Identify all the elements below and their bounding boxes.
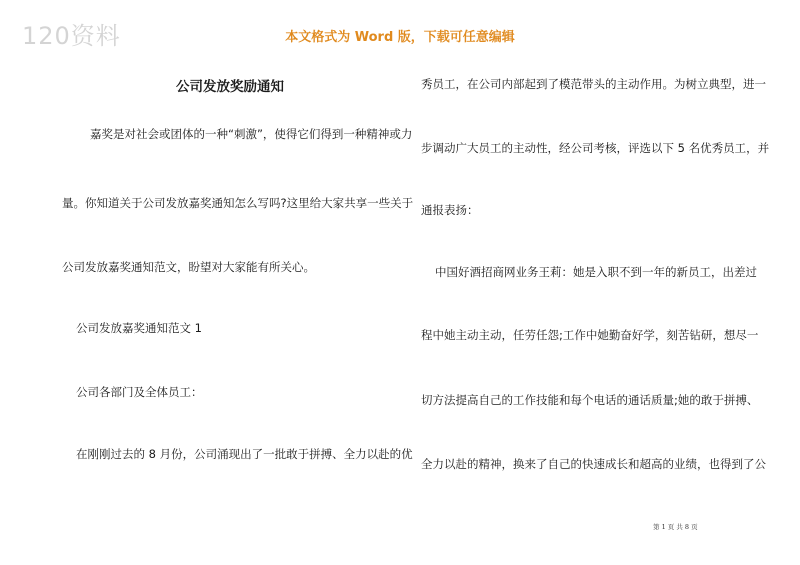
body-line: 切方法提高自己的工作技能和每个电话的通话质量;她的敢于拼搏、 (421, 393, 759, 407)
body-line: 通报表扬： (421, 203, 479, 217)
format-banner: 本文格式为 Word 版，下载可任意编辑 (285, 30, 515, 45)
body-line: 中国好酒招商网业务王莉：她是入职不到一年的新员工，出差过 (435, 265, 757, 279)
body-line: 嘉奖是对社会或团体的一种“刺激”，使得它们得到一种精神或力 (90, 127, 413, 141)
body-line: 公司发放嘉奖通知范文 1 (76, 321, 202, 335)
body-line: 公司各部门及全体员工： (76, 385, 203, 399)
body-line: 量。你知道关于公司发放嘉奖通知怎么写吗?这里给大家共享一些关于 (62, 196, 414, 210)
body-line: 全力以赴的精神，换来了自己的快速成长和超高的业绩，也得到了公 (421, 457, 766, 471)
site-watermark: 120资料 (22, 22, 121, 50)
page-number: 第 1 页 共 8 页 (653, 523, 698, 531)
body-line: 秀员工，在公司内部起到了模范带头的主动作用。为树立典型，进一 (421, 77, 766, 91)
body-line: 公司发放嘉奖通知范文，盼望对大家能有所关心。 (62, 260, 315, 274)
body-line: 程中她主动主动，任劳任怨;工作中她勤奋好学，刻苦钻研，想尽一 (421, 328, 759, 342)
body-line: 在刚刚过去的 8 月份，公司涌现出了一批敢于拼搏、全力以赴的优 (76, 447, 413, 461)
body-line: 步调动广大员工的主动性，经公司考核，评选以下 5 名优秀员工，并 (421, 141, 770, 155)
document-title: 公司发放奖励通知 (176, 79, 284, 95)
